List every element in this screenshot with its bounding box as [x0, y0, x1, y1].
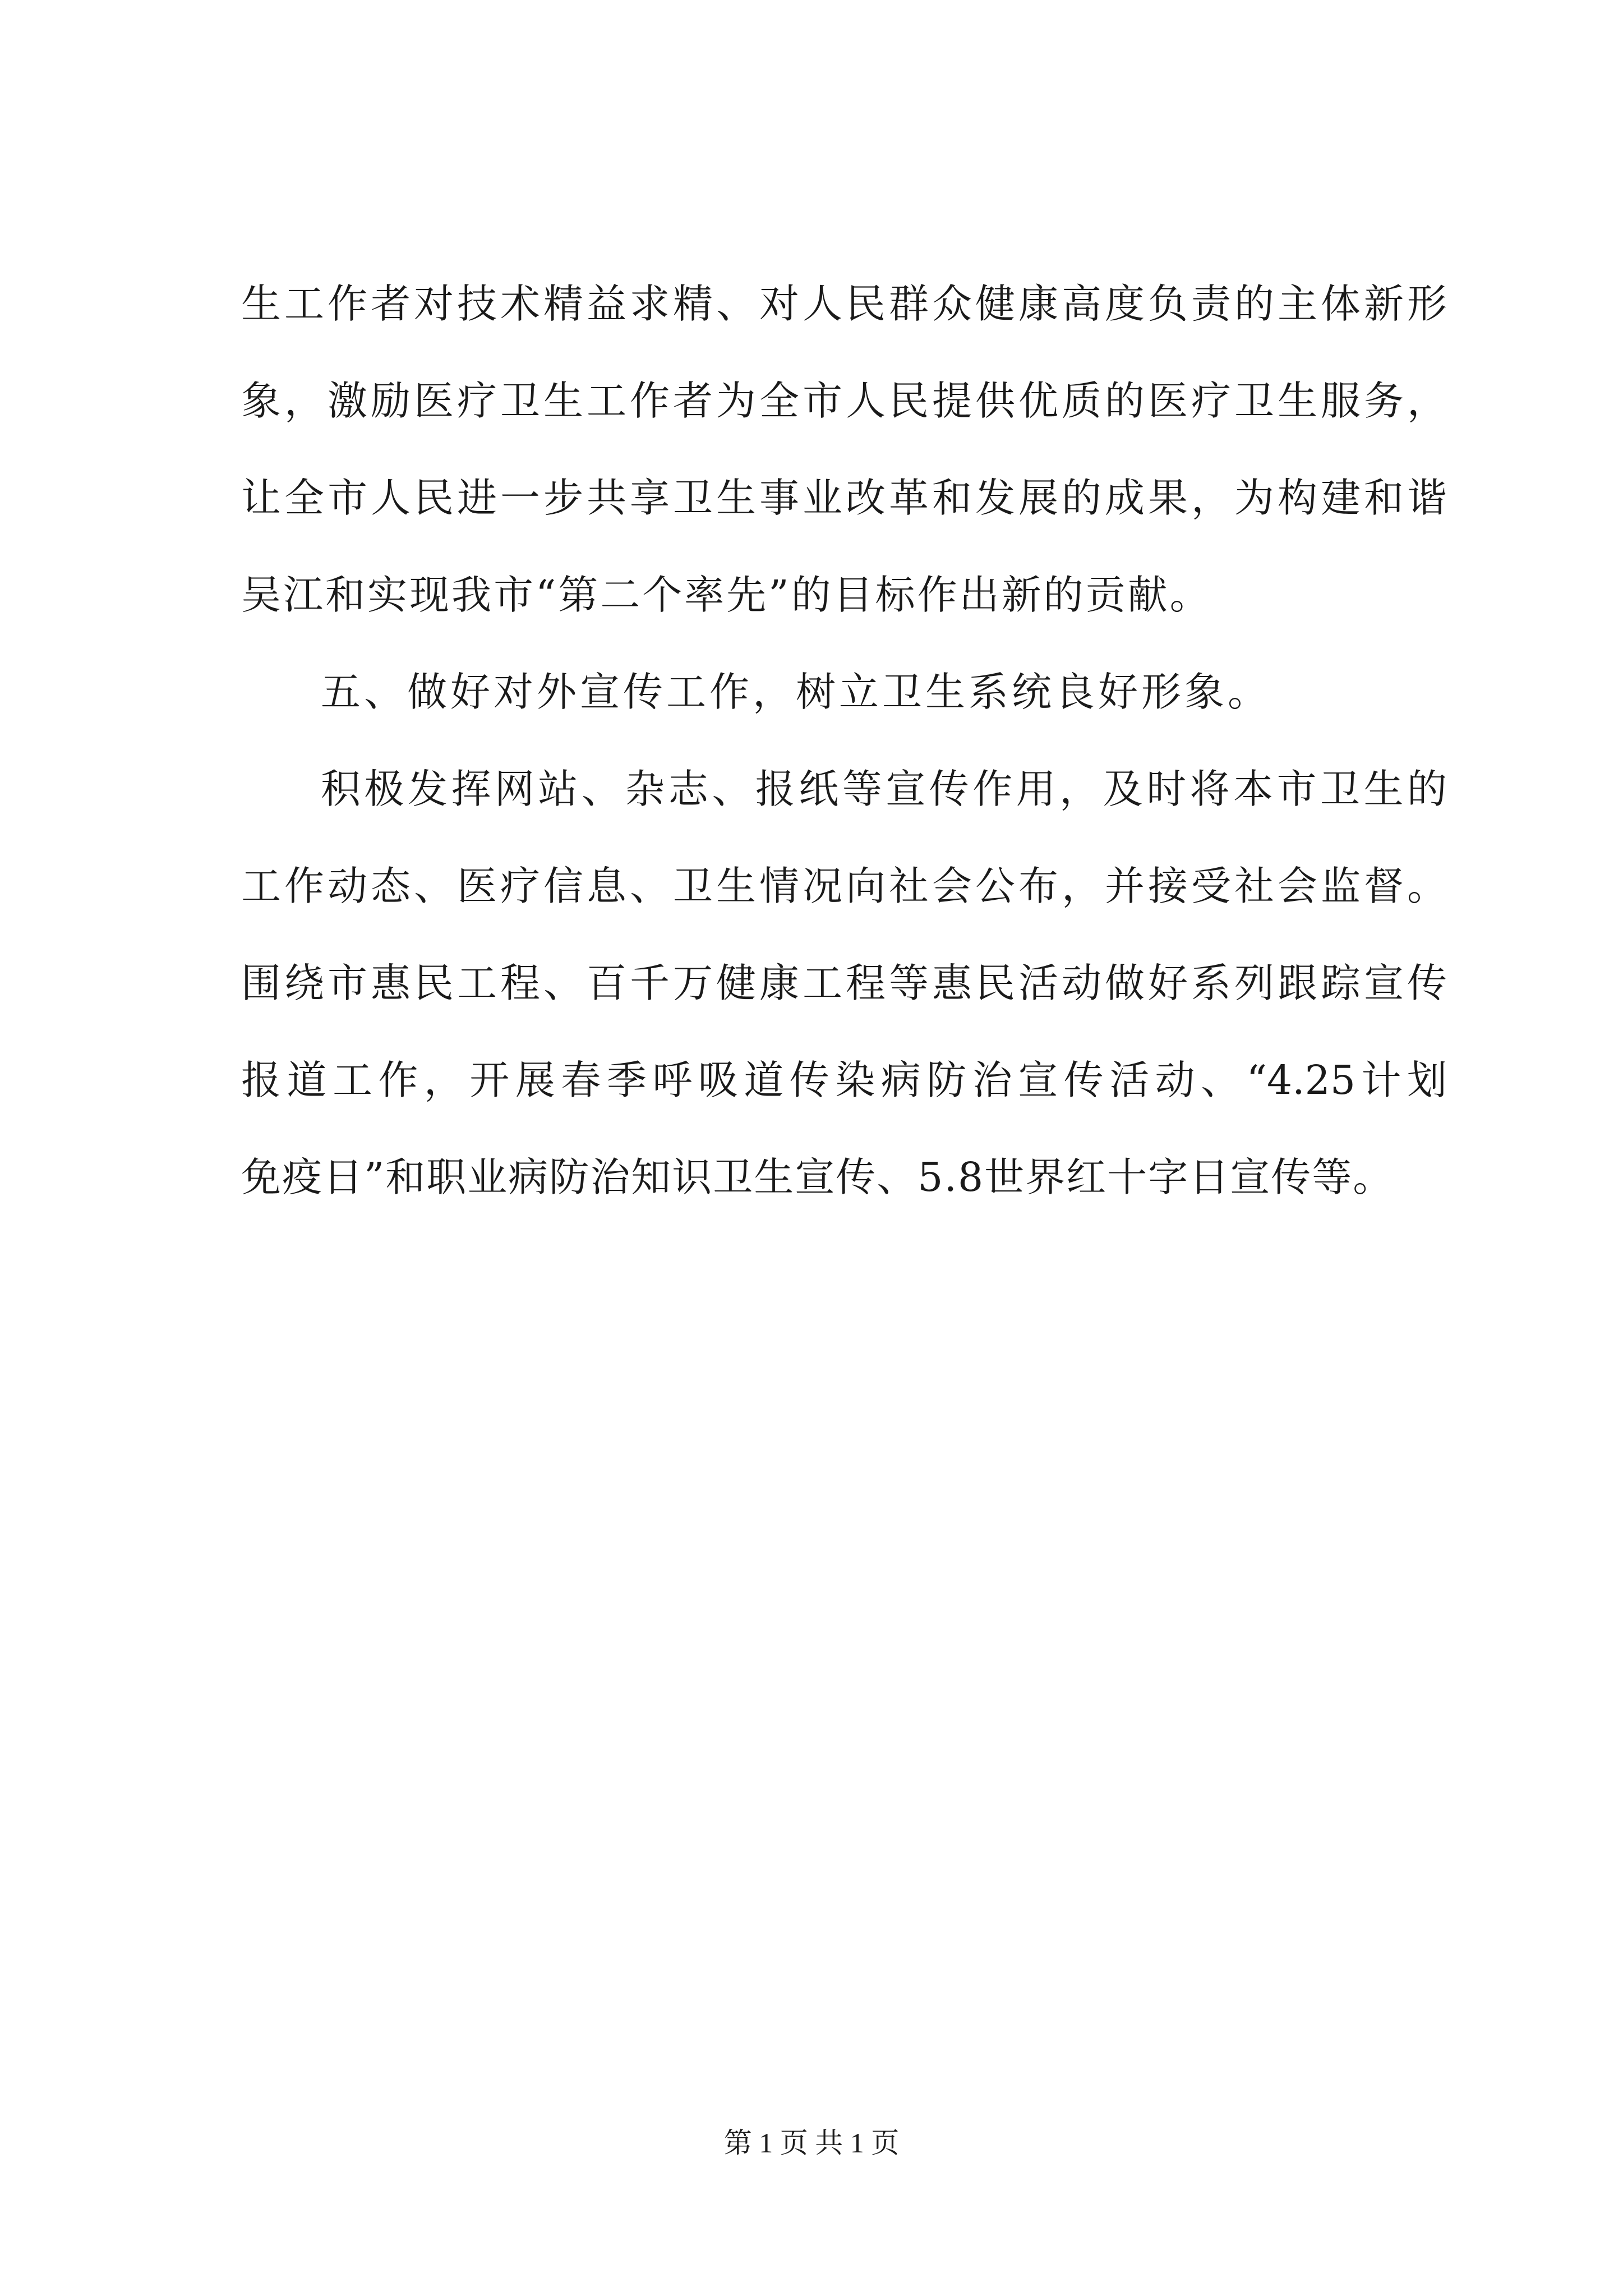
text-line: 象，激励医疗卫生工作者为全市人民提供优质的医疗卫生服务，	[241, 378, 1447, 424]
text-line: 让全市人民进一步共享卫生事业改革和发展的成果，为构建和谐	[241, 475, 1447, 521]
text-line: 生工作者对技术精益求精、对人民群众健康高度负责的主体新形	[241, 280, 1447, 327]
text-line: 免疫日”和职业病防治知识卫生宣传、5.8世界红十字日宣传等。	[241, 1154, 1394, 1200]
section-heading: 五、做好对外宣传工作，树立卫生系统良好形象。	[321, 669, 1271, 715]
text-line: 报道工作，开展春季呼吸道传染病防治宣传活动、“4.25计划	[241, 1057, 1447, 1103]
text-line: 围绕市惠民工程、百千万健康工程等惠民活动做好系列跟踪宣传	[241, 960, 1447, 1006]
page-footer: 第 1 页 共 1 页	[723, 2127, 900, 2159]
text-line: 吴江和实现我市“第二个率先”的目标作出新的贡献。	[241, 572, 1212, 618]
text-line: 工作动态、医疗信息、卫生情况向社会公布，并接受社会监督。	[241, 863, 1447, 909]
document-body	[241, 255, 1447, 1226]
text-line: 积极发挥网站、杂志、报纸等宣传作用，及时将本市卫生的	[321, 766, 1447, 812]
